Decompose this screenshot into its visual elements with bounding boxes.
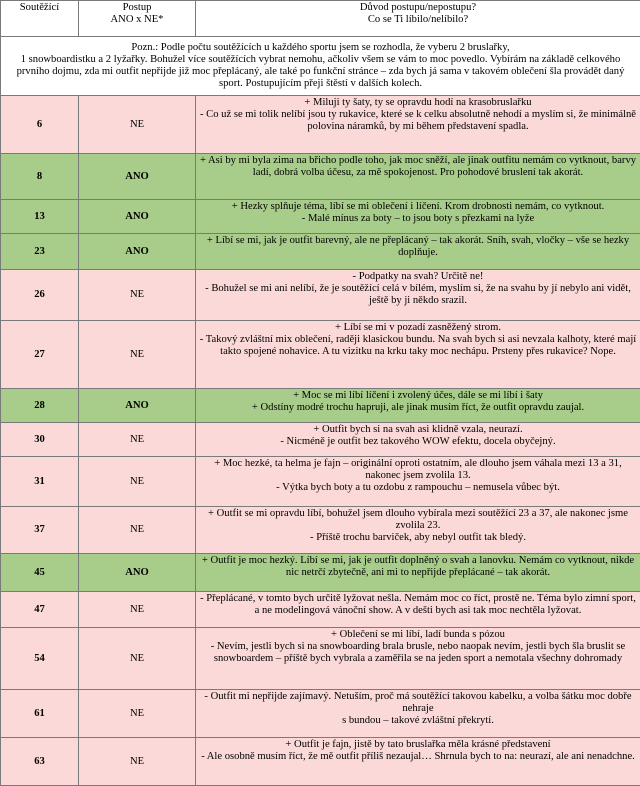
- contestant-number: 47: [1, 592, 79, 628]
- contestant-number: 13: [1, 200, 79, 234]
- note-line1: Pozn.: Podle počtu soutěžících u každého sportu jsem se rozhodla, že vyberu 2 bruslařky,: [4, 42, 637, 54]
- reason-cell: [196, 96, 640, 154]
- header-reason-line2: Co se Ti líbilo/nelíbilo?: [199, 14, 637, 26]
- reason-line: + Outfit je moc hezký. Líbí se mi, jak je outfit doplněný o svah a lanovku. Nemám co vytknout, nikde nic netrčí zbytečně, ani mi to nepřijde přeplácané – tak akorát.: [199, 555, 637, 579]
- reason-cell: [196, 154, 640, 200]
- advance-result: NE: [79, 321, 196, 389]
- reason-line: - Nevím, jestli bych si na snowboarding brala brusle, nebo naopak nevím, jestli bych šla bruslit se snowboardem – příště bych vybrala a zaměřila se na jeden sport a nemotala všechny dohromady: [199, 641, 637, 665]
- reason-line: - Nicméně je outfit bez takového WOW efektu, docela obyčejný.: [199, 436, 637, 448]
- contestant-number: 6: [1, 96, 79, 154]
- advance-result: ANO: [79, 200, 196, 234]
- reason-line: s bundou – takové zvláštní překrytí.: [199, 715, 637, 727]
- reason-cell: [196, 690, 640, 738]
- reason-line: - Co už se mi tolik nelíbí jsou ty rukavice, které se k celku absolutně nehodí a myslím si, že minimálně polovina náramků, by mi během představení spadla.: [199, 109, 637, 133]
- contestant-row: [1, 457, 640, 507]
- contestant-number: 37: [1, 507, 79, 554]
- reason-line: + Líbí se mi v pozadí zasněžený strom.: [199, 322, 637, 334]
- header-contestants: Soutěžící: [1, 1, 79, 37]
- contestant-number: 28: [1, 389, 79, 423]
- contestant-number: 30: [1, 423, 79, 457]
- contestant-row: [1, 554, 640, 592]
- reason-cell: [196, 270, 640, 321]
- contestant-number: 8: [1, 154, 79, 200]
- reason-line: + Outfit je fajn, jistě by tato bruslařka měla krásné představení: [199, 739, 637, 751]
- contestant-number: 27: [1, 321, 79, 389]
- reason-cell: [196, 423, 640, 457]
- note-cell: [1, 37, 640, 96]
- contestant-row: [1, 200, 640, 234]
- reason-cell: [196, 234, 640, 270]
- advance-result: NE: [79, 423, 196, 457]
- reason-cell: [196, 628, 640, 690]
- reason-line: - Outfit mi nepřijde zajímavý. Netuším, proč má soutěžící takovou kabelku, a volba šátku moc dobře nehraje: [199, 691, 637, 715]
- reason-line: - Ale osobně musím říct, že mě outfit příliš nezaujal… Shrnula bych to na: neurazí, ale ani nenadchne.: [199, 751, 637, 763]
- advance-result: ANO: [79, 234, 196, 270]
- advance-result: ANO: [79, 554, 196, 592]
- advance-result: NE: [79, 507, 196, 554]
- contestant-row: [1, 234, 640, 270]
- advance-result: NE: [79, 270, 196, 321]
- reason-line: - Přeplácané, v tomto bych určitě lyžovat nešla. Nemám moc co říct, prostě ne. Téma bylo zimní sport, a ne modelingová vánoční show. A v dešti bych asi tak moc nechtěla lyžovat.: [199, 593, 637, 617]
- reason-line: + Odstíny modré trochu hapruji, ale jinak musím říct, že outfit opravdu zaujal.: [199, 402, 637, 414]
- header-advance: [79, 1, 196, 37]
- contestant-row: [1, 628, 640, 690]
- contestant-number: 26: [1, 270, 79, 321]
- contestant-row: [1, 321, 640, 389]
- contestant-number: 54: [1, 628, 79, 690]
- reason-line: - Takový zvláštní mix oblečení, raději klasickou bundu. Na svah bych si asi nevzala kalhoty, které mají takto spojené nohavice. A tu vizitku na krku taky moc nechápu. Prsteny přes rukavice? Nope.: [199, 334, 637, 358]
- reason-cell: [196, 389, 640, 423]
- reason-line: + Moc hezké, ta helma je fajn – originální oproti ostatním, ale dlouho jsem váhala mezi 13 a 31, nakonec jsem zvolila 13.: [199, 458, 637, 482]
- reason-line: + Moc se mi líbí líčení i zvolený účes, dále se mi líbí i šaty: [199, 390, 637, 402]
- header-row: [1, 1, 640, 37]
- contestant-row: [1, 96, 640, 154]
- contestant-row: [1, 389, 640, 423]
- contestant-row: [1, 270, 640, 321]
- reason-line: - Malé mínus za boty – to jsou boty s přezkami na lyže: [199, 213, 637, 225]
- reason-line: - Bohužel se mi ani nelíbí, že je soutěžící celá v bílém, myslím si, že na svahu by jí nebylo ani vidět, ještě by ji někdo srazil.: [199, 283, 637, 307]
- reason-cell: [196, 507, 640, 554]
- contestant-number: 63: [1, 738, 79, 786]
- contestant-number: 45: [1, 554, 79, 592]
- reason-line: + Outfit bych si na svah asi klidně vzala, neurazí.: [199, 424, 637, 436]
- advance-result: NE: [79, 690, 196, 738]
- header-reason-line1: Důvod postupu/nepostupu?: [199, 2, 637, 14]
- reason-line: - Podpatky na svah? Určitě ne!: [199, 271, 637, 283]
- reason-line: + Outfit se mi opravdu líbí, bohužel jsem dlouho vybírala mezi soutěžící 23 a 37, ale nakonec jsme zvolila 23.: [199, 508, 637, 532]
- contestant-row: [1, 507, 640, 554]
- reason-line: + Líbí se mi, jak je outfit barevný, ale ne přeplácaný – tak akorát. Sníh, svah, vločky – vše se hezky doplňuje.: [199, 235, 637, 259]
- contestant-row: [1, 154, 640, 200]
- reason-cell: [196, 457, 640, 507]
- reason-line: - Výtka bych boty a tu ozdobu z rampouchu – nemusela vůbec být.: [199, 482, 637, 494]
- reason-line: + Miluji ty šaty, ty se opravdu hodí na krasobruslařku: [199, 97, 637, 109]
- reason-cell: [196, 321, 640, 389]
- header-reason: [196, 1, 640, 37]
- advance-result: NE: [79, 738, 196, 786]
- advance-result: NE: [79, 96, 196, 154]
- contestant-number: 61: [1, 690, 79, 738]
- reason-line: + Hezky splňuje téma, líbí se mi oblečení i líčení. Krom drobnosti nemám, co vytknout.: [199, 201, 637, 213]
- advance-result: ANO: [79, 389, 196, 423]
- contestant-row: [1, 738, 640, 786]
- header-advance-line1: Postup: [82, 2, 192, 14]
- contestant-row: [1, 592, 640, 628]
- reason-cell: [196, 200, 640, 234]
- contestant-rows: [1, 96, 640, 786]
- advance-result: NE: [79, 457, 196, 507]
- reason-cell: [196, 592, 640, 628]
- reason-line: + Oblečení se mi líbí, ladí bunda s pózou: [199, 629, 637, 641]
- reason-line: - Příště trochu barviček, aby nebyl outfit tak bledý.: [199, 532, 637, 544]
- advance-result: ANO: [79, 154, 196, 200]
- advance-result: NE: [79, 592, 196, 628]
- contestant-number: 31: [1, 457, 79, 507]
- advance-result: NE: [79, 628, 196, 690]
- reason-cell: [196, 554, 640, 592]
- note-line2: 1 snowboardistku a 2 lyžařky. Bohužel více soutěžících vybrat nemohu, ačkoliv všem se vám to moc povedlo. Vybírám na základě celkového prvního dojmu, zda mi outfit nepřijde již moc přeplácaný, ale také po funkční stránce – zda bych já sama v takovém oblečení šla provádět daný sport. Postupujícím přeji štěstí v dalších kolech.: [4, 54, 637, 90]
- header-advance-line2: ANO x NE*: [82, 14, 192, 26]
- reason-line: + Asi by mi byla zima na břicho podle toho, jak moc sněží, ale jinak outfitu nemám co vytknout, barvy ladí, dobrá volba účesu, za mě spokojenost. Pro pohodové bruslení tak akorát.: [199, 155, 637, 179]
- contestant-row: [1, 690, 640, 738]
- note-row: [1, 37, 640, 96]
- reason-cell: [196, 738, 640, 786]
- contestant-number: 23: [1, 234, 79, 270]
- contestant-row: [1, 423, 640, 457]
